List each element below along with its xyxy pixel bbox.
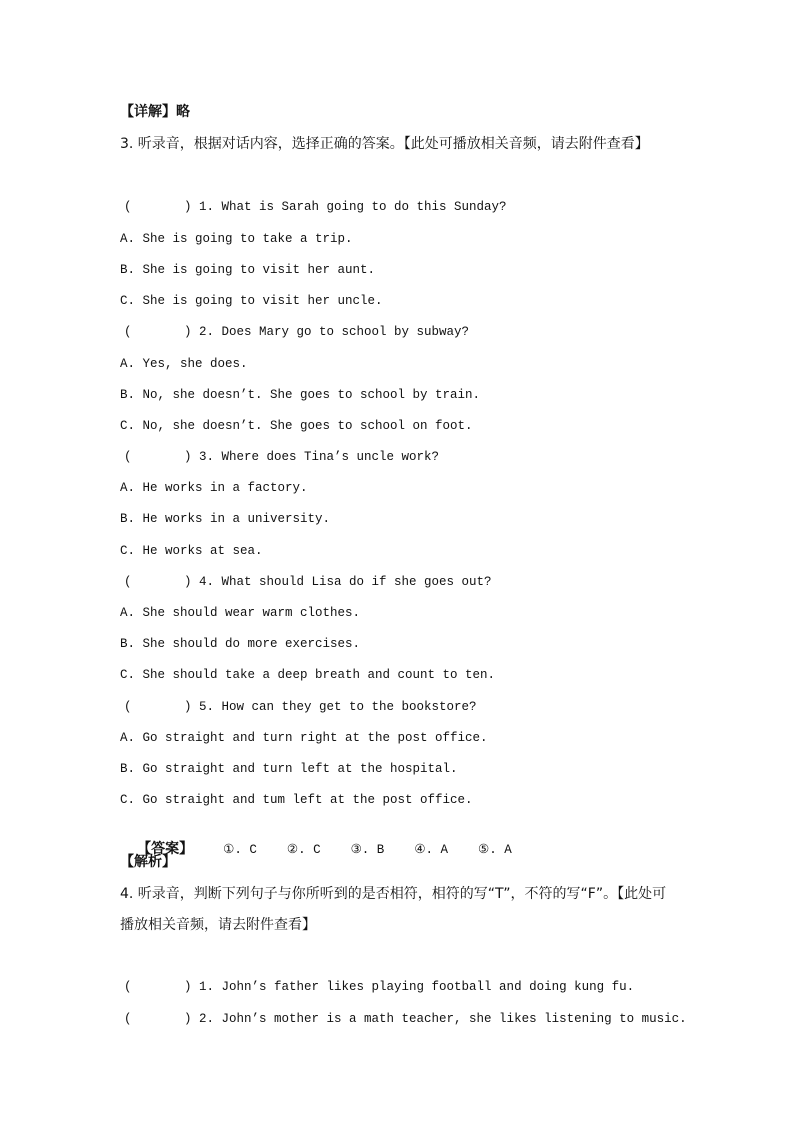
question-1-option-c: C. She is going to visit her uncle. <box>120 294 383 308</box>
analysis-label: 【解析】 <box>120 854 176 870</box>
detail-label: 【详解】略 <box>120 104 190 120</box>
tf-item-1: ( ) 1. John’s father likes playing football and doing kung fu. <box>124 980 635 994</box>
question-4-option-b: B. She should do more exercises. <box>120 637 361 651</box>
answer-row <box>120 822 512 877</box>
question-3-option-a: A. He works in a factory. <box>120 481 308 495</box>
answer-values: ①. C ②. C ③. B ④. A ⑤. A <box>223 843 512 857</box>
tf-item-2: ( ) 2. John’s mother is a math teacher, she likes listening to music. <box>124 1012 687 1026</box>
question-5-option-a: A. Go straight and turn right at the post office. <box>120 731 488 745</box>
question-5-stem: ( ) 5. How can they get to the bookstore? <box>124 700 477 714</box>
question-3-option-c: C. He works at sea. <box>120 544 263 558</box>
answer-label: 【答案】 <box>137 841 194 857</box>
question-2-option-c: C. No, she doesn’t. She goes to school on foot. <box>120 419 473 433</box>
question-4-option-c: C. She should take a deep breath and count to ten. <box>120 668 496 682</box>
question-2-stem: ( ) 2. Does Mary go to school by subway? <box>124 325 470 339</box>
question-3-stem: ( ) 3. Where does Tina’s uncle work? <box>124 450 440 464</box>
section-4-heading-line-2: 播放相关音频，请去附件查看】 <box>120 917 316 933</box>
question-4-stem: ( ) 4. What should Lisa do if she goes out? <box>124 575 492 589</box>
question-5-option-c: C. Go straight and tum left at the post office. <box>120 793 473 807</box>
question-1-option-b: B. She is going to visit her aunt. <box>120 263 376 277</box>
section-3-heading: 3. 听录音，根据对话内容，选择正确的答案。【此处可播放相关音频，请去附件查看】 <box>120 136 649 152</box>
question-3-option-b: B. He works in a university. <box>120 512 331 526</box>
question-1-option-a: A. She is going to take a trip. <box>120 232 353 246</box>
question-4-option-a: A. She should wear warm clothes. <box>120 606 361 620</box>
question-2-option-b: B. No, she doesn’t. She goes to school by train. <box>120 388 481 402</box>
question-2-option-a: A. Yes, she does. <box>120 357 248 371</box>
section-4-heading-line-1: 4. 听录音，判断下列句子与你所听到的是否相符，相符的写“T”，不符的写“F”。【此处可 <box>120 886 667 902</box>
question-1-stem: ( ) 1. What is Sarah going to do this Sunday? <box>124 200 507 214</box>
question-5-option-b: B. Go straight and turn left at the hospital. <box>120 762 458 776</box>
